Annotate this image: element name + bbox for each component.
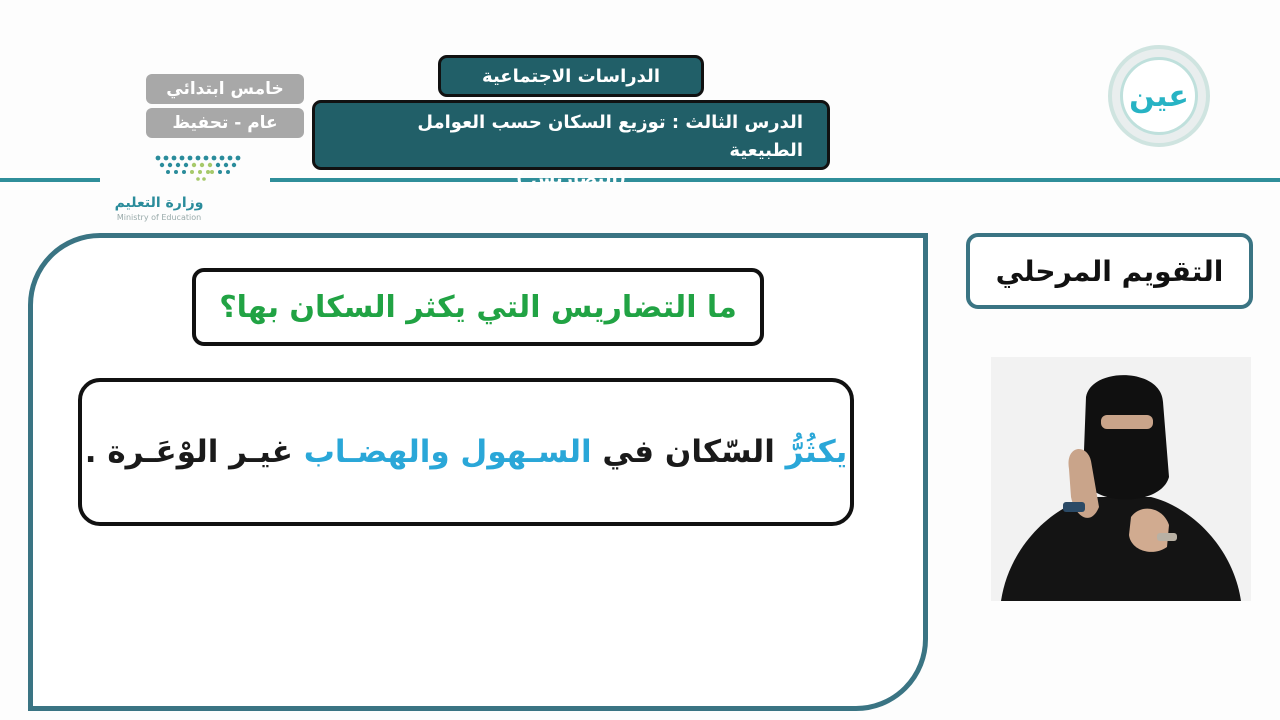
track-badge: عام - تحفيظ xyxy=(146,108,304,138)
ministry-name-ar: وزارة التعليم xyxy=(114,195,204,211)
answer-part-1: يكثُرُّ xyxy=(785,434,848,470)
lesson-title xyxy=(312,100,830,189)
grade-badge: خامس ابتدائي xyxy=(146,74,304,104)
subject-title: الدراسات الاجتماعية xyxy=(438,55,704,97)
sign-language-interpreter-video xyxy=(991,357,1251,601)
answer-box xyxy=(78,378,854,526)
answer-part-3: السـهول والهضـاب xyxy=(303,434,592,470)
header-rule-left xyxy=(0,178,100,182)
lesson-title-line2: (التضاريس ) xyxy=(515,168,627,189)
answer-part-2: السّكان في xyxy=(591,434,786,470)
stage-evaluation-title: التقويم المرحلي xyxy=(966,233,1253,309)
question-box: ما التضاريس التي يكثر السكان بها؟ xyxy=(192,268,764,346)
ain-logo-text: عين xyxy=(1120,57,1198,135)
ain-logo-icon xyxy=(1108,45,1210,147)
lesson-title-line1: الدرس الثالث : توزيع السكان حسب العوامل الطبيعية xyxy=(417,112,803,161)
answer-part-4: غيـر الوْعَـرة . xyxy=(84,434,304,470)
interpreter-figure-icon xyxy=(991,357,1251,601)
ministry-name-en: Ministry of Education xyxy=(116,213,202,222)
